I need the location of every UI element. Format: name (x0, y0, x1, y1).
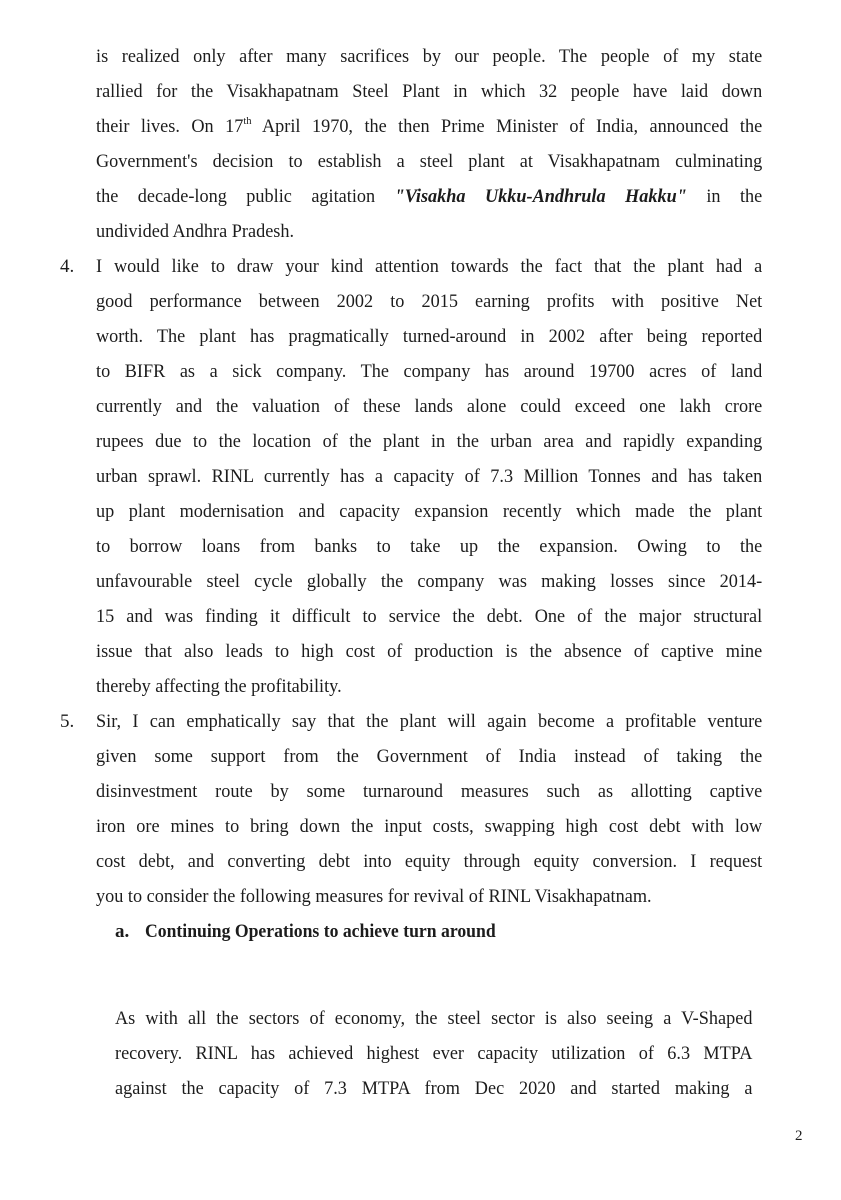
text-segment: to BIFR as a sick company. The company has around 19700 acres of land (96, 361, 763, 382)
text-segment: iron ore mines to bring down the input costs, swapping high cost debt with low (96, 816, 763, 837)
text-segment: April 1970, the then Prime Minister of India, announced the (251, 116, 763, 137)
text-line (96, 780, 762, 804)
text-line (96, 640, 762, 664)
text-line (96, 150, 762, 174)
text-segment: thereby affecting the profitability. (96, 676, 342, 697)
superscript: th (243, 115, 252, 127)
text-line (96, 185, 762, 209)
text-segment: undivided Andhra Pradesh. (96, 221, 295, 242)
text-segment: disinvestment route by some turnaround measures such as allotting captive (96, 781, 763, 802)
text-segment: rupees due to the location of the plant in the urban area and rapidly expanding (96, 431, 763, 452)
text-line: recovery. RINL has achieved highest ever capacity utilization of 6.3 MTPA (115, 1043, 753, 1064)
text-segment: the decade-long public agitation (96, 186, 395, 207)
text-line: As with all the sectors of economy, the steel sector is also seeing a V-Shaped (115, 1008, 753, 1029)
list-number: 4. (60, 256, 75, 277)
text-segment: rallied for the Visakhapatnam Steel Plant in which 32 people have laid down (96, 81, 763, 102)
text-segment: is realized only after many sacrifices by our people. The people of my state (96, 46, 763, 67)
text-line (96, 535, 762, 559)
text-line (96, 430, 762, 454)
text-segment: up plant modernisation and capacity expansion recently which made the plant (96, 501, 763, 522)
text-line (96, 255, 762, 279)
text-segment: urban sprawl. RINL currently has a capacity of 7.3 Million Tonnes and has taken (96, 466, 763, 487)
text-segment: in the (686, 186, 763, 207)
text-segment: cost debt, and converting debt into equity through equity conversion. I request (96, 851, 763, 872)
text-segment: issue that also leads to high cost of production is the absence of captive mine (96, 641, 763, 662)
text-segment: their lives. On 17 (96, 116, 244, 137)
text-line (96, 290, 762, 314)
text-line (96, 220, 294, 244)
text-segment: to borrow loans from banks to take up the expansion. Owing to the (96, 536, 763, 557)
text-segment: you to consider the following measures for revival of RINL Visakhapatnam. (96, 886, 652, 907)
list-number: 5. (60, 711, 75, 732)
text-line (96, 675, 342, 699)
text-segment: unfavourable steel cycle globally the company was making losses since 2014- (96, 571, 763, 592)
text-line (96, 115, 762, 139)
subsection-title: Continuing Operations to achieve turn around (145, 921, 496, 942)
text-line: against the capacity of 7.3 MTPA from Dec 2020 and started making a (115, 1078, 753, 1099)
text-segment: Sir, I can emphatically say that the plant will again become a profitable venture (96, 711, 763, 732)
text-segment: Government's decision to establish a steel plant at Visakhapatnam culminating (96, 151, 763, 172)
text-segment: currently and the valuation of these lands alone could exceed one lakh crore (96, 396, 763, 417)
text-line (96, 360, 762, 384)
text-line (96, 815, 762, 839)
text-line (96, 745, 762, 769)
text-line (96, 465, 762, 489)
text-segment: worth. The plant has pragmatically turned-around in 2002 after being reported (96, 326, 763, 347)
text-line (96, 850, 762, 874)
text-line (96, 570, 762, 594)
text-line (96, 45, 762, 69)
text-line (96, 885, 652, 909)
text-line (96, 80, 762, 104)
subsection-label: a. (115, 921, 130, 942)
text-segment: 15 and was finding it difficult to service the debt. One of the major structural (96, 606, 763, 627)
text-line (96, 325, 762, 349)
text-segment: I would like to draw your kind attention towards the fact that the plant had a (96, 256, 763, 277)
emphasized-slogan: "Visakha Ukku-Andhrula Hakku" (394, 186, 687, 207)
text-line (96, 605, 762, 629)
text-line (96, 395, 762, 419)
text-line (96, 710, 762, 734)
text-line (96, 500, 762, 524)
text-segment: given some support from the Government of India instead of taking the (96, 746, 763, 767)
page-number: 2 (795, 1128, 803, 1144)
text-segment: good performance between 2002 to 2015 earning profits with positive Net (96, 291, 763, 312)
